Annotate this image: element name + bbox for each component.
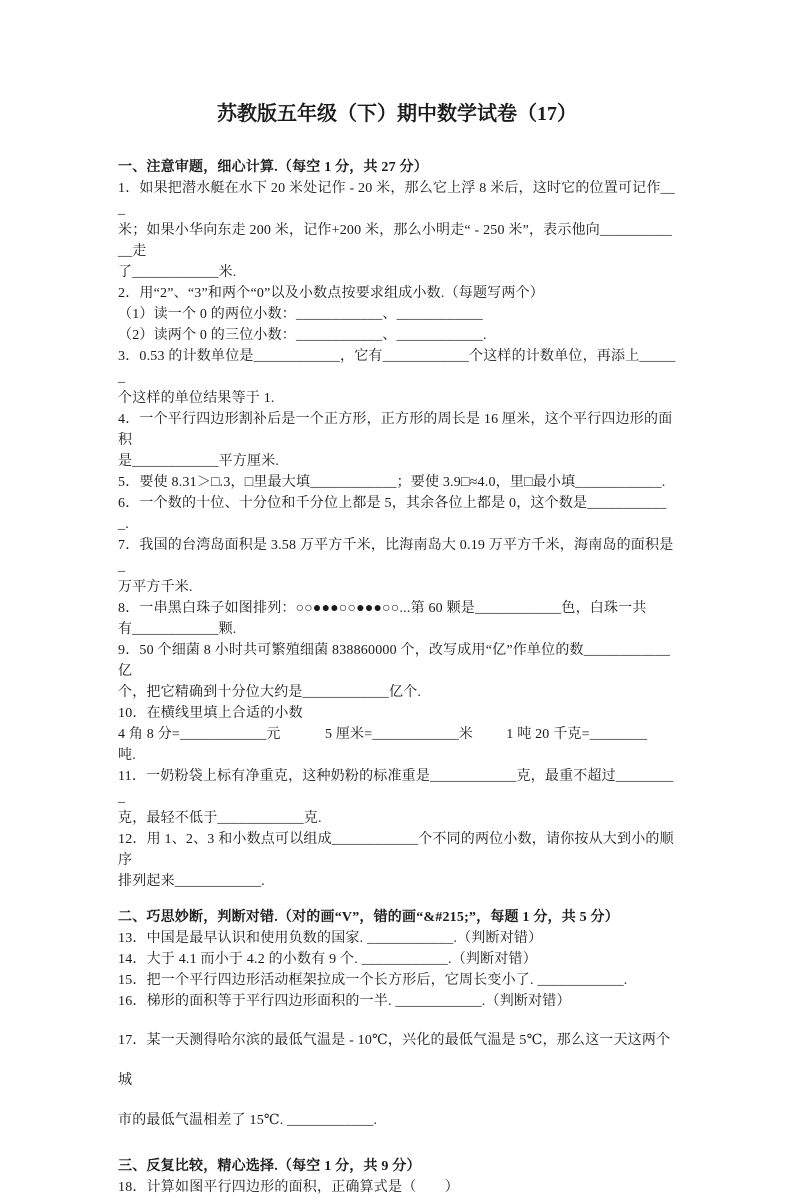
question-line: 13．中国是最早认识和使用负数的国家. ____________.（判断对错） <box>118 931 543 946</box>
exam-section <box>118 1156 676 1198</box>
question-line: 10．在横线里填上合适的小数 <box>118 706 303 721</box>
question-line: 8．一串黑白珠子如图排列：○○●●●○○●●●○○...第 60 颗是____________色，白珠一共 <box>118 601 647 616</box>
question-line: 17．某一天测得哈尔滨的最低气温是 - 10℃，兴化的最低气温是 5℃，那么这一天这两个 城 <box>118 1033 674 1088</box>
question-line: 市的最低气温相差了 15℃. ____________. <box>118 1113 378 1128</box>
question-line: 4．一个平行四边形割补后是一个正方形，正方形的周长是 16 厘米，这个平行四边形的面积 <box>118 412 673 448</box>
question-line: 米；如果小华向东走 200 米，记作+200 米，那么小明走“ - 250 米”，表示他向____________走 <box>118 223 672 259</box>
question-line: 4 角 8 分=____________元 5 厘米=____________米 1 吨 20 千克=________ <box>118 727 648 742</box>
question-line: 15．把一个平行四边形活动框架拉成一个长方形后，它周长变小了. ____________. <box>118 973 628 988</box>
exam-section <box>118 907 676 1141</box>
question-line: 是____________平方厘米. <box>118 454 280 469</box>
question-line: （1）读一个 0 的两位小数：____________、____________ <box>118 307 483 322</box>
question-line: 6．一个数的十位、十分位和千分位上都是 5，其余各位上都是 0，这个数是____________. <box>118 496 667 532</box>
section-heading: 一、注意审题，细心计算.（每空 1 分，共 27 分） <box>118 160 428 175</box>
document-body <box>118 157 676 1198</box>
question-line: 3．0.53 的计数单位是____________，它有____________个这样的计数单位，再添上______ <box>118 349 676 385</box>
question-line: 万平方千米. <box>118 580 193 595</box>
question-line: 个这样的单位结果等于 1. <box>118 391 275 406</box>
question-line: 5．要使 8.31＞□.3，□里最大填____________；要使 3.9□≈4.0，里□最小填____________. <box>118 475 666 490</box>
question-line: 了____________米. <box>118 265 237 280</box>
question-line: 11．一奶粉袋上标有净重克，这种奶粉的标准重是____________克，最重不超过_________ <box>118 769 674 805</box>
question-group-wide <box>118 1021 676 1141</box>
question-line: 12．用 1、2、3 和小数点可以组成____________个不同的两位小数，请你按从大到小的顺序 <box>118 832 674 868</box>
question-line: 2．用“2”、“3”和两个“0”以及小数点按要求组成小数.（每题写两个） <box>118 286 544 301</box>
question-line: 14．大于 4.1 而小于 4.2 的小数有 9 个. ____________.（判断对错） <box>118 952 537 967</box>
question-line: （2）读两个 0 的三位小数：____________、____________. <box>118 328 487 343</box>
question-line: 吨. <box>118 748 136 763</box>
page-title: 苏教版五年级（下）期中数学试卷（17） <box>217 103 577 125</box>
question-line: 18．计算如图平行四边形的面积，正确算式是（ ） <box>118 1180 459 1195</box>
question-line: 16．梯形的面积等于平行四边形面积的一半. ____________.（判断对错） <box>118 994 571 1009</box>
exam-section <box>118 157 676 892</box>
question-line: 有____________颗. <box>118 622 237 637</box>
question-line: 7．我国的台湾岛面积是 3.58 万平方千米，比海南岛大 0.19 万平方千米，海南岛的面积是_ <box>118 538 674 574</box>
question-line: 克，最轻不低于____________克. <box>118 811 322 826</box>
question-line: 9．50 个细菌 8 小时共可繁殖细菌 838860000 个，改写成用“亿”作单位的数____________ 亿 <box>118 643 674 679</box>
question-line: 排列起来____________. <box>118 874 265 889</box>
question-line: 个，把它精确到十分位大约是____________亿个. <box>118 685 422 700</box>
section-heading: 二、巧思妙断，判断对错.（对的画“V”，错的画“&#215;”，每题 1 分，共 5 分） <box>118 910 619 925</box>
question-line: 1．如果把潜水艇在水下 20 米处记作 - 20 米，那么它上浮 8 米后，这时它的位置可记作___ <box>118 181 675 217</box>
section-heading: 三、反复比较，精心选择.（每空 1 分，共 9 分） <box>118 1159 421 1174</box>
